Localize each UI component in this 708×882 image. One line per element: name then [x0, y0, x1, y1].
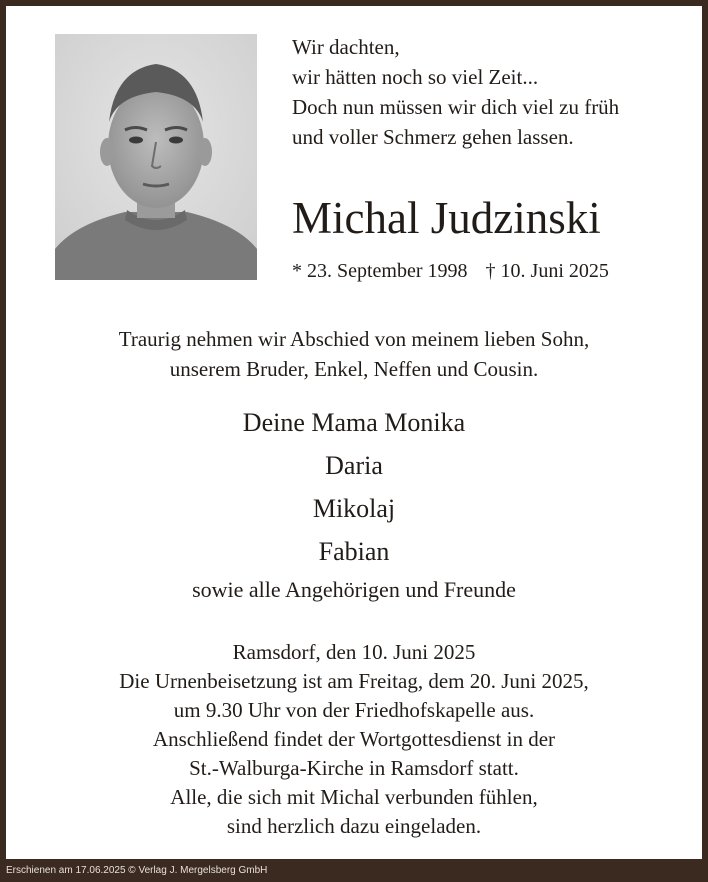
portrait-illustration — [55, 34, 257, 280]
poem-line: Doch nun müssen wir dich viel zu früh — [292, 95, 620, 119]
death-date: † 10. Juni 2025 — [485, 260, 609, 282]
poem-line: wir hätten noch so viel Zeit... — [292, 65, 539, 89]
family-list — [6, 401, 702, 573]
family-member: Daria — [325, 451, 383, 480]
publication-footer: Erschienen am 17.06.2025 © Verlag J. Mergelsberg GmbH — [6, 865, 268, 876]
details-line: St.-Walburga-Kirche in Ramsdorf statt. — [189, 756, 519, 780]
funeral-details — [6, 638, 702, 841]
deceased-name: Michal Judzinski — [292, 193, 601, 243]
poem-line: Wir dachten, — [292, 35, 400, 59]
details-line: Ramsdorf, den 10. Juni 2025 — [232, 640, 476, 664]
portrait-photo — [55, 34, 257, 280]
details-line: um 9.30 Uhr von der Friedhofskapelle aus. — [173, 698, 535, 722]
intro-line: unserem Bruder, Enkel, Neffen und Cousin. — [169, 357, 539, 381]
details-line: Alle, die sich mit Michal verbunden fühlen, — [170, 785, 538, 809]
family-member: Mikolaj — [312, 494, 396, 523]
family-member: Deine Mama Monika — [242, 408, 466, 437]
life-dates — [292, 258, 609, 284]
obituary-card — [6, 6, 702, 859]
poem — [292, 32, 696, 152]
intro-line: Traurig nehmen wir Abschied von meinem lieben Sohn, — [118, 327, 590, 351]
birth-date: * 23. September 1998 — [292, 260, 468, 282]
family-member: Fabian — [318, 537, 390, 566]
relatives-line: sowie alle Angehörigen und Freunde — [192, 577, 516, 602]
details-line: sind herzlich dazu eingeladen. — [226, 814, 482, 838]
intro-text — [6, 324, 702, 384]
poem-line: und voller Schmerz gehen lassen. — [292, 125, 574, 149]
details-line: Die Urnenbeisetzung ist am Freitag, dem 20. Juni 2025, — [119, 669, 589, 693]
details-line: Anschließend findet der Wortgottesdienst in der — [152, 727, 556, 751]
